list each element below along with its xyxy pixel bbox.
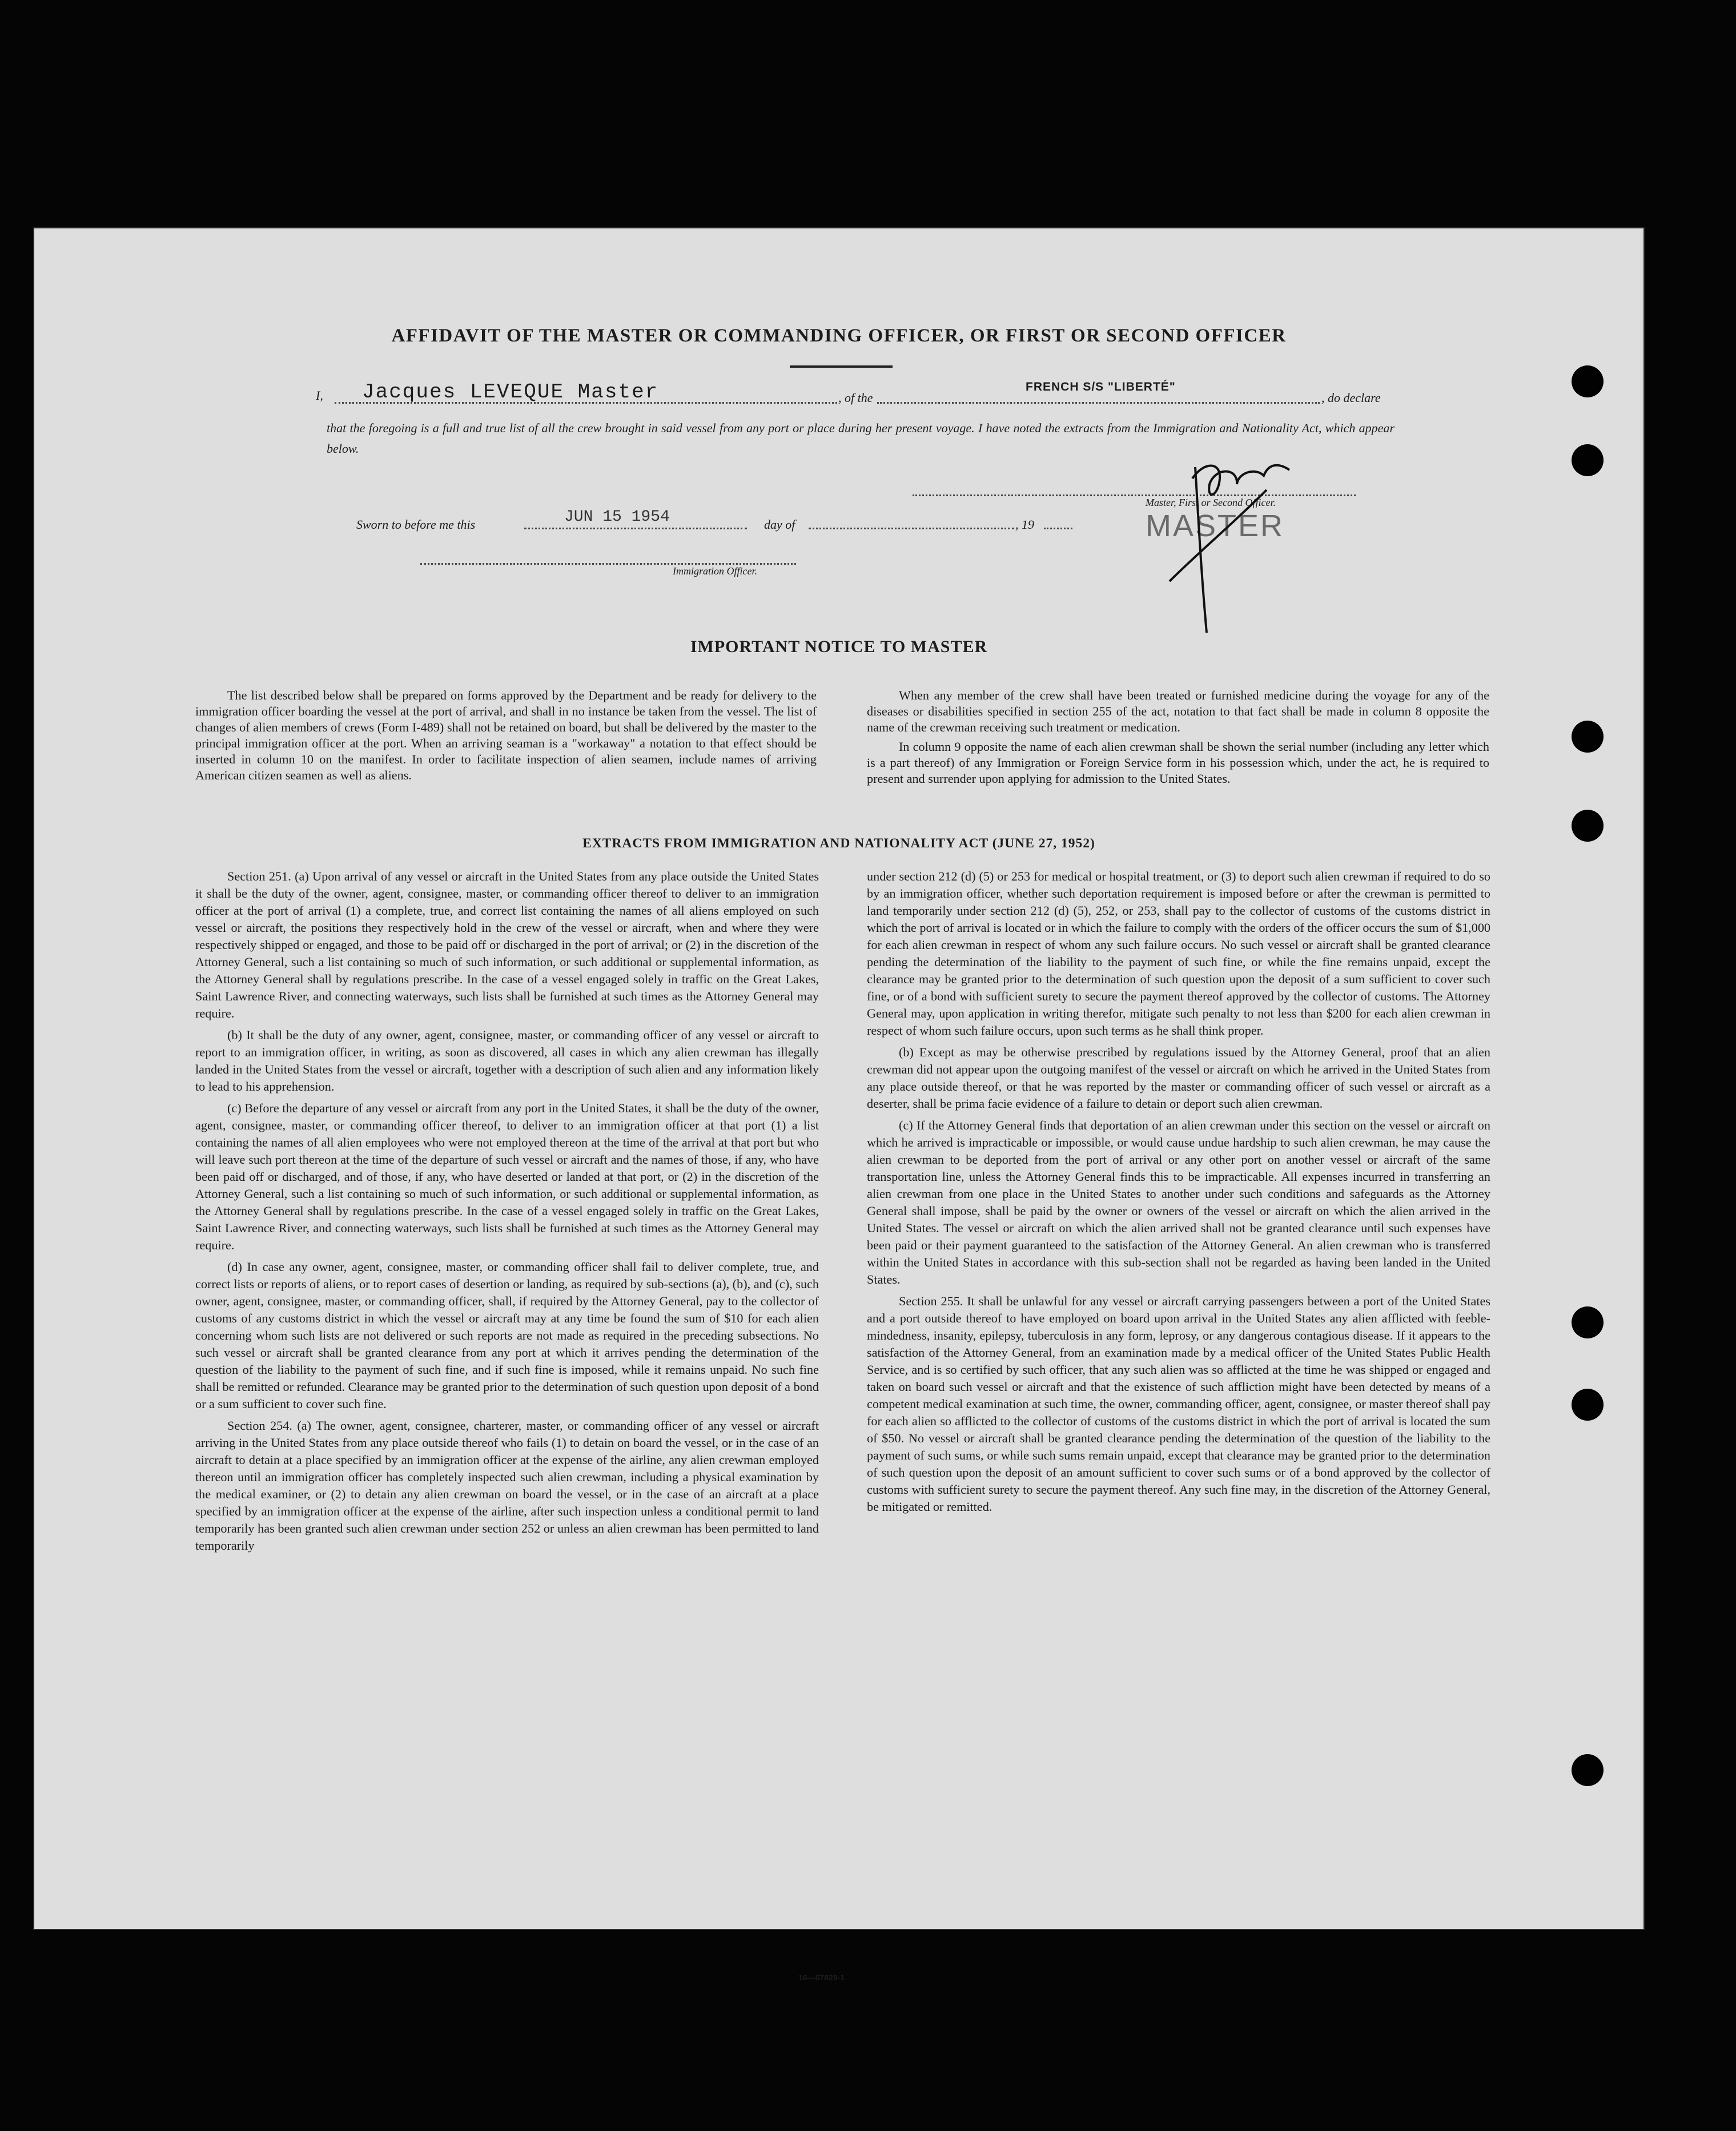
- sworn-date-stamp: JUN 15 1954: [564, 508, 670, 526]
- punch-hole: [1572, 810, 1604, 842]
- immigration-officer-line: [420, 562, 796, 565]
- extract-paragraph: Section 255. It shall be unlawful for any vessel or aircraft carrying passengers between a port of the United States and a port outside thereof to have employed on board upon arrival in the United States any alien afflicted with feeble-mindedness, insanity, epilepsy, tuberculosis in any form, leprosy, or any dangerous contagious disease. If it appears to the satisfaction of the Attorney General, from an examination made by a medical officer of the United States Public Health Service, and is so certified by such officer, that any such alien was so afflicted at the time he was shipped or engaged and taken on board such vessel or aircraft and that the existence of such affliction might have been detected by means of a competent medical examination at such time, the owner, commanding officer, agent, consignee, or master thereof shall pay for each alien so afflicted to the collector of customs of the customs district in which the port of arrival is located the sum of $50. No vessel or aircraft shall be granted clearance pending the determination of the question of the liability to the payment of such sums, or while such sums remain unpaid, except that clearance may be granted prior to the determination of such question upon the deposit of an amount sufficient to cover such sums or of a bond approved by the collector of customs with sufficient surety to secure the payment thereof. Any such fine may, in the discretion of the Attorney General, be mitigated or remitted.: [867, 1294, 1490, 1514]
- notice-left-paragraph: The list described below shall be prepared on forms approved by the Department and be ready for delivery to the immigration officer boarding the vessel at the port of arrival, and shall in no instance be taken from the vessel. The list of changes of alien members of crews (Form I-489) shall not be retained on board, but shall be delivered by the master to the principal immigration officer at the port. When an arriving seaman is a "workaway" a notation to that effect should be inserted in column 10 on the manifest. In order to facilitate inspection of alien seamen, include names of arriving American citizen seamen as well as aliens.: [195, 688, 817, 782]
- notice-right-paragraph-2: In column 9 opposite the name of each alien crewman shall be shown the serial number (including any letter which is a part thereof) of any Immigration or Foreign Service form in his possession which, under the act, he is required to present and surrender upon applying for admission to the United States.: [867, 739, 1489, 786]
- form-number: 16—67829-1: [798, 1973, 845, 1982]
- extract-paragraph: (c) Before the departure of any vessel or aircraft from any port in the United States, it shall be the duty of the owner, agent, consignee, master, or commanding officer thereof, to deliver to an immigration officer at that port (1) a list containing the names of all alien employees who were not employed thereon at the time of the arrival at that port but who will leave such port thereon at the time of the departure of such vessel or aircraft and the names of those, if any, who have been paid off or discharged, and of those, if any, who have deserted or landed at that port, or (2) in the discretion of the Attorney General, such a list containing so much of such information, or such additional or supplemental information, as the Attorney General shall by regulations prescribe. In the case of a vessel engaged solely in traffic on the Great Lakes, Saint Lawrence River, and connecting waterways, such lists shall be furnished at such times as the Attorney General may require.: [195, 1101, 819, 1252]
- punch-hole: [1572, 444, 1604, 476]
- punch-hole: [1572, 1754, 1604, 1786]
- extracts-left-column: [195, 868, 819, 1559]
- signature-scrawl: [1152, 444, 1307, 650]
- do-declare-label: , do declare: [1321, 391, 1381, 405]
- extract-paragraph: (b) It shall be the duty of any owner, agent, consignee, master, or commanding officer of any vessel or aircraft to report to an immigration officer, in writing, as soon as discovered, all cases in which any alien crewman has illegally landed in the United States from the vessel or aircraft, together with a description of such alien and any information likely to lead to his apprehension.: [195, 1028, 819, 1093]
- declaration-text: that the foregoing is a full and true list of all the crew brought in said vessel from any port or place during her present voyage. I have noted the extracts from the Immigration and Nationality Act, which appear below.: [327, 421, 1395, 456]
- of-the-label: , of the: [838, 391, 873, 405]
- sworn-prefix: Sworn to before me this: [356, 517, 476, 532]
- vessel-field: [877, 381, 1320, 404]
- notice-left-column: [195, 687, 817, 787]
- extract-paragraph: under section 212 (d) (5) or 253 for medical or hospital treatment, or (3) to deport such alien crewman if required to do so by an immigration officer, whether such deportation requirement is imposed before or after the crewman is permitted to land temporarily under section 212 (d) (5), 252, or 253, shall pay to the collector of customs of the customs district in which the port of arrival is located or in which the failure to comply with the orders of the officer occurs the sum of $1,000 for each alien crewman in respect of whom any such failure occurs. No such vessel or aircraft shall be granted clearance pending the determination of the liability to the payment of such fine, or while the fine remains unpaid, except the clearance may be granted prior to the determination of such question upon the deposit of a sum sufficient to cover such fine, or of a bond with sufficient surety to secure the payment thereof approved by the collector of customs. The Attorney General may, upon application in writing therefor, mitigate such penalty to not less than $200 for each alien crewman in respect of whom such failure occurs, upon such terms as he shall think proper.: [867, 869, 1491, 1038]
- declaration-prefix: I,: [316, 388, 323, 403]
- sworn-date-field: [524, 507, 747, 529]
- extracts-right-column: [867, 868, 1490, 1520]
- immigration-officer-caption: Immigration Officer.: [673, 565, 757, 577]
- extract-paragraph: (d) In case any owner, agent, consignee, master, or commanding officer shall fail to deliver complete, true, and correct lists or reports of aliens, or to report cases of desertion or landing, as required by sub-sections (a), (b), and (c), such owner, agent, consignee, master, or commanding officer, shall, if required by the Attorney General, pay to the collector of customs of any customs district in which the vessel or aircraft may at any time be found the sum of $10 for each alien concerning whom such lists are not delivered or such reports are not made as required in the preceding subsections. No such vessel or aircraft shall be granted clearance from any port at which it arrives pending the determination of the question of the liability to the payment of such fine, and if such fine is imposed, while it remains unpaid. No such fine shall be remitted or refunded. Clearance may be granted prior to the determination of such question upon deposit of a bond or a sum sufficient to cover such fine.: [195, 1260, 819, 1411]
- extract-paragraph: Section 254. (a) The owner, agent, consignee, charterer, master, or commanding officer of any vessel or aircraft arriving in the United States from any place outside thereof who fails (1) to detain on board the vessel, or in the case of an aircraft to detain at a place specified by an immigration officer at the expense of the airline, any alien crewman employed thereon until an immigration officer has completely inspected such alien crewman, including a physical examination by the medical examiner, or (2) to detain any alien crewman on board the vessel, or in the case of an aircraft at a place specified by an immigration officer at the expense of the airline, after such inspection unless a conditional permit to land temporarily has been granted such alien crewman under section 252 or unless an alien crewman has been permitted to land temporarily: [195, 1418, 819, 1553]
- affidavit-title: AFFIDAVIT OF THE MASTER OR COMMANDING OFFICER, OR FIRST OR SECOND OFFICER: [391, 325, 1287, 346]
- master-stamp: MASTER: [1146, 509, 1285, 543]
- punch-hole: [1572, 1389, 1604, 1421]
- notice-right-column: [867, 687, 1489, 790]
- year-field: [1044, 509, 1072, 529]
- month-field: [809, 509, 1014, 529]
- extract-paragraph: (c) If the Attorney General finds that deportation of an alien crewman under this section on the vessel or aircraft on which he arrived is impracticable or impossible, or would cause undue hardship to such alien crewman, he may cause the alien crewman to be deported from the port of arrival or any other port on another vessel or aircraft of the same transportation line, unless the Attorney General finds this to be impracticable. All expenses incurred in transferring an alien crewman from one place in the United States to another under such conditions and safeguards as the Attorney General shall impose, shall be paid by the owner or owners of the vessel or aircraft on which the alien arrived in the United States. The vessel or aircraft on which the alien arrived shall not be granted clearance until such expenses have been paid or their payment guaranteed to the satisfaction of the Attorney General. An alien crewman who is transferred within the United States in accordance with this sub-section shall not be regarded as having been landed in the United States.: [867, 1118, 1490, 1286]
- title-underline: [790, 365, 893, 368]
- punch-hole: [1572, 721, 1604, 753]
- notice-title: IMPORTANT NOTICE TO MASTER: [690, 637, 988, 656]
- extract-paragraph: (b) Except as may be otherwise prescribed by regulations issued by the Attorney General, proof that an alien crewman did not appear upon the outgoing manifest of the vessel or aircraft on which he arrived in the United States from any place outside thereof, or that he was reported by the master or commanding officer of such vessel or aircraft as a deserter, shall be prima facie evidence of a failure to detain or deport such alien crewman.: [867, 1045, 1490, 1111]
- punch-hole: [1572, 1306, 1604, 1338]
- vessel-stamp: FRENCH S/S "LIBERTÉ": [1026, 380, 1176, 393]
- signature-caption: Master, First or Second Officer.: [1146, 497, 1276, 508]
- extracts-title: EXTRACTS FROM IMMIGRATION AND NATIONALITY ACT (JUNE 27, 1952): [582, 836, 1095, 851]
- punch-hole: [1572, 365, 1604, 397]
- document-page: [33, 227, 1645, 1982]
- name-field: [335, 379, 837, 404]
- master-name-typed: Jacques LEVEQUE Master: [362, 380, 659, 404]
- extract-paragraph: Section 251. (a) Upon arrival of any vessel or aircraft in the United States from any place outside the United States it shall be the duty of the owner, agent, consignee, master, or commanding officer thereof to deliver to an immigration officer at the port of arrival (1) a complete, true, and correct list containing the names of all aliens employed on such vessel or aircraft, the positions they respectively hold in the crew of the vessel or aircraft, when and where they were respectively shipped or engaged, and those to be paid off or discharged in the port of arrival; or (2) in the discretion of the Attorney General, such a list containing so much of such information, or such additional or supplemental information, as the Attorney General shall by regulations prescribe. In the case of a vessel engaged solely in traffic on the Great Lakes, Saint Lawrence River, and connecting waterways, such lists shall be furnished at such times as the Attorney General may require.: [195, 869, 819, 1020]
- day-of-label: day of: [764, 517, 795, 532]
- year-prefix: , 19: [1015, 517, 1034, 532]
- notice-right-paragraph-1: When any member of the crew shall have been treated or furnished medicine during the voyage for any of the diseases or disabilities specified in section 255 of the act, notation to that fact shall be made in column 8 opposite the name of the crewman receiving such treatment or medication.: [867, 688, 1489, 734]
